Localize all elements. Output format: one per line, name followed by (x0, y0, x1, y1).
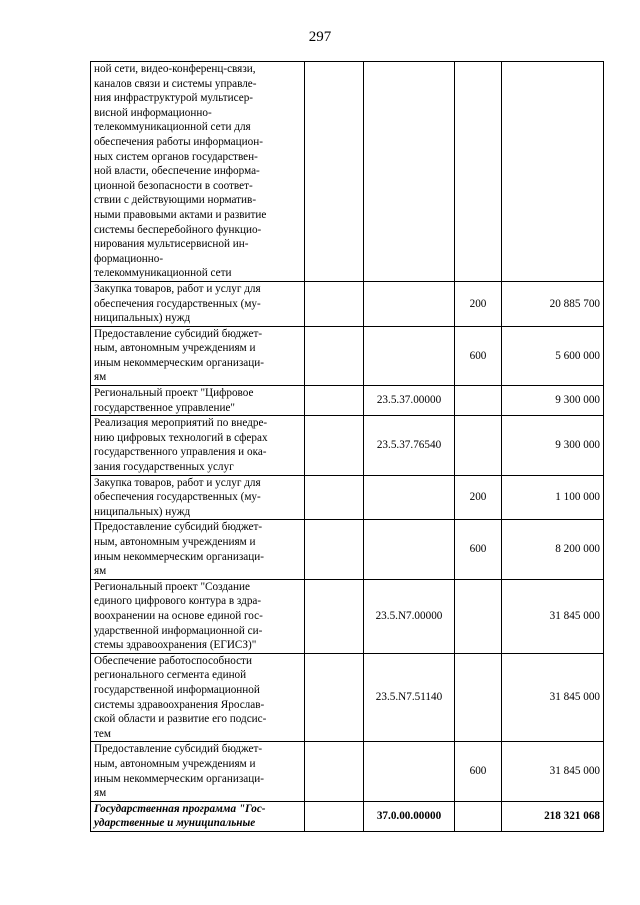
row-name-line: стемы здравоохранения (ЕГИСЗ)" (94, 639, 257, 652)
expense-type-cell: 600 (455, 520, 502, 579)
row-name-line: ной сети, видео-конференц-связи, (94, 63, 256, 75)
table-row (91, 281, 604, 326)
target-code-cell: 23.5.N7.51140 (364, 653, 455, 742)
expense-type-cell (455, 801, 502, 831)
row-name-line: тем (94, 727, 111, 740)
row-name-line: ным, автономным учреждениям и (94, 757, 256, 770)
table-row (91, 326, 604, 385)
row-name-line: Закупка товаров, работ и услуг для (94, 476, 261, 489)
table-row (91, 653, 604, 742)
row-name-line: ударственные и муниципальные (94, 817, 256, 830)
blank-cell (305, 742, 364, 801)
row-name-cell (91, 475, 305, 520)
expense-type-cell (455, 386, 502, 416)
row-name-cell (91, 326, 305, 385)
target-code-cell (364, 520, 455, 579)
blank-cell (305, 281, 364, 326)
target-code-cell: 23.5.37.76540 (364, 416, 455, 475)
expense-type-cell: 200 (455, 475, 502, 520)
amount-cell: 9 300 000 (502, 386, 604, 416)
expense-type-cell (455, 62, 502, 282)
expense-type-cell: 600 (455, 326, 502, 385)
row-name-line: нирования мультисервисной ин- (94, 238, 249, 251)
row-name-line: Государственная программа "Гос- (94, 802, 266, 815)
expense-type-cell (455, 653, 502, 742)
expense-type-cell (455, 579, 502, 653)
row-name-line: Закупка товаров, работ и услуг для (94, 282, 261, 295)
target-code-cell (364, 326, 455, 385)
row-name-cell (91, 742, 305, 801)
table-row (91, 416, 604, 475)
row-name-line: формационно- (94, 252, 164, 265)
table-row (91, 801, 604, 831)
row-name-line: телекоммуникационной сети (94, 267, 232, 280)
row-name-line: каналов связи и системы управле- (94, 77, 257, 90)
row-name-line: государственного управления и ока- (94, 446, 267, 459)
row-name-cell (91, 653, 305, 742)
row-name-line: ным, автономным учреждениям и (94, 342, 256, 355)
amount-cell: 8 200 000 (502, 520, 604, 579)
row-name-line: Региональный проект "Создание (94, 580, 250, 593)
blank-cell (305, 416, 364, 475)
row-name-line: висной информационно- (94, 106, 212, 119)
blank-cell (305, 579, 364, 653)
target-code-cell (364, 62, 455, 282)
row-name-line: ной власти, обеспечение информа- (94, 165, 260, 178)
blank-cell (305, 62, 364, 282)
row-name-cell (91, 416, 305, 475)
row-name-line: иным некоммерческим организаци- (94, 356, 264, 369)
row-name-line: иным некоммерческим организаци- (94, 550, 264, 563)
blank-cell (305, 801, 364, 831)
row-name-line: Предоставление субсидий бюджет- (94, 521, 263, 534)
row-name-line: обеспечения государственных (му- (94, 491, 261, 504)
budget-table-body (91, 62, 604, 832)
row-name-line: Предоставление субсидий бюджет- (94, 743, 263, 756)
blank-cell (305, 386, 364, 416)
row-name-line: Региональный проект "Цифровое (94, 387, 254, 400)
row-name-line: телекоммуникационной сети для (94, 121, 251, 134)
row-name-cell (91, 520, 305, 579)
row-name-line: ния инфраструктурой мультисер- (94, 92, 254, 105)
row-name-line: ниципальных) нужд (94, 505, 191, 518)
amount-cell (502, 62, 604, 282)
row-name-line: государственной информационной (94, 683, 260, 696)
row-name-line: нию цифровых технологий в сферах (94, 431, 268, 444)
expense-type-cell: 600 (455, 742, 502, 801)
blank-cell (305, 653, 364, 742)
blank-cell (305, 475, 364, 520)
amount-cell: 5 600 000 (502, 326, 604, 385)
page-number: 297 (308, 29, 332, 45)
row-name-line: ударственной информационной си- (94, 624, 263, 637)
table-row (91, 520, 604, 579)
row-name-line: Обеспечение работоспособности (94, 654, 252, 667)
row-name-line: иным некоммерческим организаци- (94, 772, 264, 785)
target-code-cell (364, 742, 455, 801)
row-name-line: ниципальных) нужд (94, 312, 191, 325)
amount-cell: 1 100 000 (502, 475, 604, 520)
row-name-cell (91, 62, 305, 282)
row-name-line: Реализация мероприятий по внедре- (94, 417, 268, 430)
table-row (91, 475, 604, 520)
row-name-line: ям (94, 787, 107, 800)
row-name-line: воохранении на основе единой гос- (94, 609, 263, 622)
row-name-line: ными правовыми актами и развитие (94, 208, 267, 221)
row-name-line: обеспечения государственных (му- (94, 297, 261, 310)
row-name-line: ям (94, 565, 107, 578)
target-code-cell: 37.0.00.00000 (364, 801, 455, 831)
row-name-line: единого цифрового контура в здра- (94, 595, 262, 608)
row-name-line: ям (94, 371, 107, 384)
table-row (91, 742, 604, 801)
budget-table (90, 61, 604, 832)
row-name-line: регионального сегмента единой (94, 669, 247, 682)
row-name-cell (91, 281, 305, 326)
target-code-cell: 23.5.N7.00000 (364, 579, 455, 653)
row-name-line: системы бесперебойного функцио- (94, 223, 262, 236)
amount-cell: 31 845 000 (502, 579, 604, 653)
amount-cell: 218 321 068 (502, 801, 604, 831)
expense-type-cell: 200 (455, 281, 502, 326)
blank-cell (305, 326, 364, 385)
row-name-line: ской области и развитие его подсис- (94, 713, 267, 726)
row-name-cell (91, 386, 305, 416)
row-name-line: ным, автономным учреждениям и (94, 536, 256, 548)
amount-cell: 9 300 000 (502, 416, 604, 475)
table-row (91, 579, 604, 653)
amount-cell: 31 845 000 (502, 742, 604, 801)
expense-type-cell (455, 416, 502, 475)
target-code-cell (364, 281, 455, 326)
row-name-line: зания государственных услуг (94, 461, 234, 474)
row-name-line: ных систем органов государствен- (94, 150, 258, 163)
row-name-line: системы здравоохранения Ярослав- (94, 698, 265, 711)
amount-cell: 31 845 000 (502, 653, 604, 742)
target-code-cell: 23.5.37.00000 (364, 386, 455, 416)
amount-cell: 20 885 700 (502, 281, 604, 326)
row-name-line: ционной безопасности в соответ- (94, 179, 253, 192)
row-name-line: ствии с действующими норматив- (94, 194, 257, 207)
row-name-line: Предоставление субсидий бюджет- (94, 327, 263, 340)
target-code-cell (364, 475, 455, 520)
row-name-line: обеспечения работы информацион- (94, 135, 263, 148)
table-row (91, 386, 604, 416)
row-name-cell (91, 579, 305, 653)
row-name-line: государственное управление" (94, 401, 235, 414)
table-row (91, 62, 604, 282)
blank-cell (305, 520, 364, 579)
row-name-cell (91, 801, 305, 831)
